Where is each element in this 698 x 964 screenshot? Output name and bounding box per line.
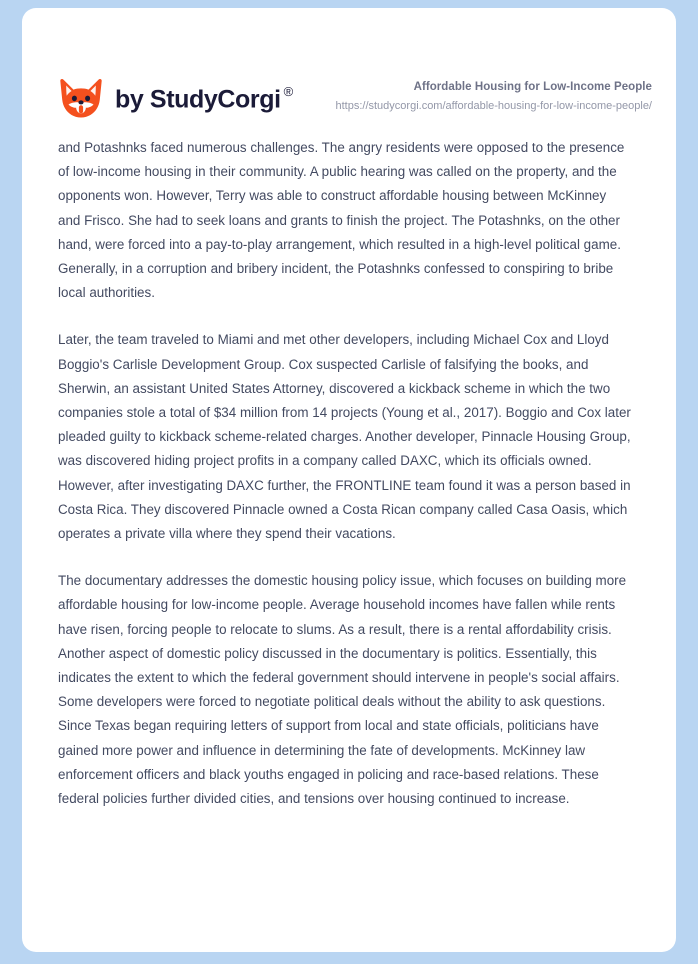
registered-trademark-icon: ® xyxy=(283,84,293,100)
body-paragraph: and Potashnks faced numerous challenges. The angry residents were opposed to the presence of low-income housing in their community. A public hearing was called on the property, and the opponents won. However, Terry was able to construct affordable housing between McKinney and Frisco. She had to seek loans and grants to finish the project. The Potashnks, on the other hand, were forced into a pay-to-play arrangement, which resulted in a high-level political game. Generally, in a corruption and bribery incident, the Potashnks confessed to conspiring to bribe local authorities. xyxy=(58,140,625,301)
document-page-sheet xyxy=(22,8,676,952)
body-paragraph: The documentary addresses the domestic housing policy issue, which focuses on building more affordable housing for low-income people. Average household incomes have fallen while rents have risen, forcing people to relocate to slums. As a result, there is a rental affordability crisis. Another aspect of domestic policy discussed in the documentary is politics. Essentially, this indicates the extent to which the federal government should intervene in people's social affairs. Some developers were forced to negotiate political deals without the ability to ask questions. Since Texas began requiring letters of support from local and state officials, politicians have gained more power and influence in determining the fate of developments. McKinney law enforcement officers and black youths engaged in policing and race-based relations. These federal policies further divided cities, and tensions over housing continued to increase. xyxy=(58,573,627,807)
corgi-logo-icon xyxy=(58,78,104,122)
document-body xyxy=(22,136,676,811)
studycorgi-brand xyxy=(58,78,293,122)
document-header xyxy=(22,8,676,136)
source-url[interactable]: https://studycorgi.com/affordable-housing-for-low-income-people/ xyxy=(335,99,652,112)
brand-wordmark xyxy=(115,84,293,114)
body-paragraph: Later, the team traveled to Miami and met other developers, including Michael Cox and Lloyd Boggio's Carlisle Development Group. Cox suspected Carlisle of falsifying the books, and Sherwin, an assistant United States Attorney, discovered a kickback scheme in which the two companies stole a total of $34 million from 14 projects (Young et al., 2017). Boggio and Cox later pleaded guilty to kickback scheme-related charges. Another developer, Pinnacle Housing Group, was discovered hiding project profits in a company called DAXC, which its officials owned. However, after investigating DAXC further, the FRONTLINE team found it was a person based in Costa Rica. They discovered Pinnacle owned a Costa Rican company called Casa Oasis, which operates a private villa where they spend their vacations. xyxy=(58,332,631,542)
page-title: Affordable Housing for Low-Income People xyxy=(413,81,652,93)
brand-wordmark-text: by StudyCorgi xyxy=(115,85,281,114)
document-meta xyxy=(293,76,652,114)
